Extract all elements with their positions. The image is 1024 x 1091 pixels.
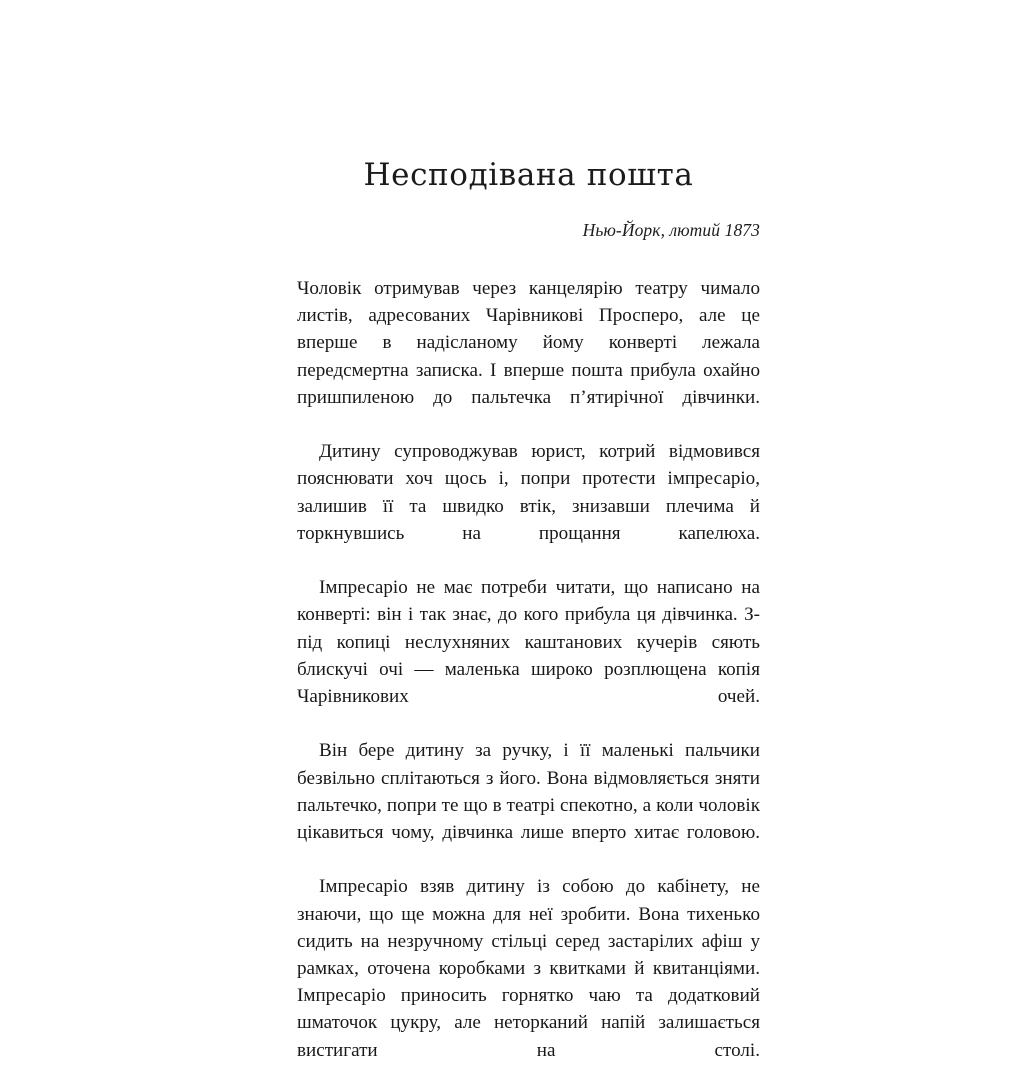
paragraph-4: Він бере дитину за ручку, і її маленькі пальчики безвільно сплітаються з його. Вона відмовляється зняти пальтечко, попри те що в театрі спекотно, а коли чоловік цікавиться чому, дівчинка лише вперто хитає головою. — [297, 740, 760, 844]
text-column — [297, 0, 760, 1091]
body-copy — [297, 242, 760, 1091]
paragraph-5: Імпресаріо взяв дитину із собою до кабінету, не знаючи, що ще можна для неї зробити. Вона тихенько сидить на незручному стільці серед застарілих афіш у рамках, оточена коробками з квитками й квитанціями. Імпресаріо приносить горнятко чаю та додатковий шматочок цукру, але неторканий напій залишається вистигати на столі. — [297, 876, 760, 1061]
chapter-dateline: Нью-Йорк, лютий 1873 — [582, 220, 760, 240]
chapter-title: Несподівана пошта — [363, 157, 694, 193]
paragraph-1: Чоловік отримував через канцелярію театру чимало листів, адресованих Чарівникові Просперо, але це вперше в надісланому йому конверті лежала передсмертна записка. І вперше пошта прибула охайно пришпиленою до пальтечка п’ятирічної дівчинки. — [297, 278, 760, 408]
paragraph-2: Дитину супроводжував юрист, котрий відмовився пояснювати хоч щось і, попри протести імпресаріо, залишив її та швидко втік, знизавши плечима й торкнувшись на прощання капелюха. — [297, 441, 760, 544]
paragraph-3: Імпресаріо не має потреби читати, що написано на конверті: він і так знає, до кого прибула ця дівчинка. З-під копиці неслухняних каштанових кучерів сяють блискучі очі — маленька широко розплющена копія Чарівникових очей. — [297, 577, 760, 708]
